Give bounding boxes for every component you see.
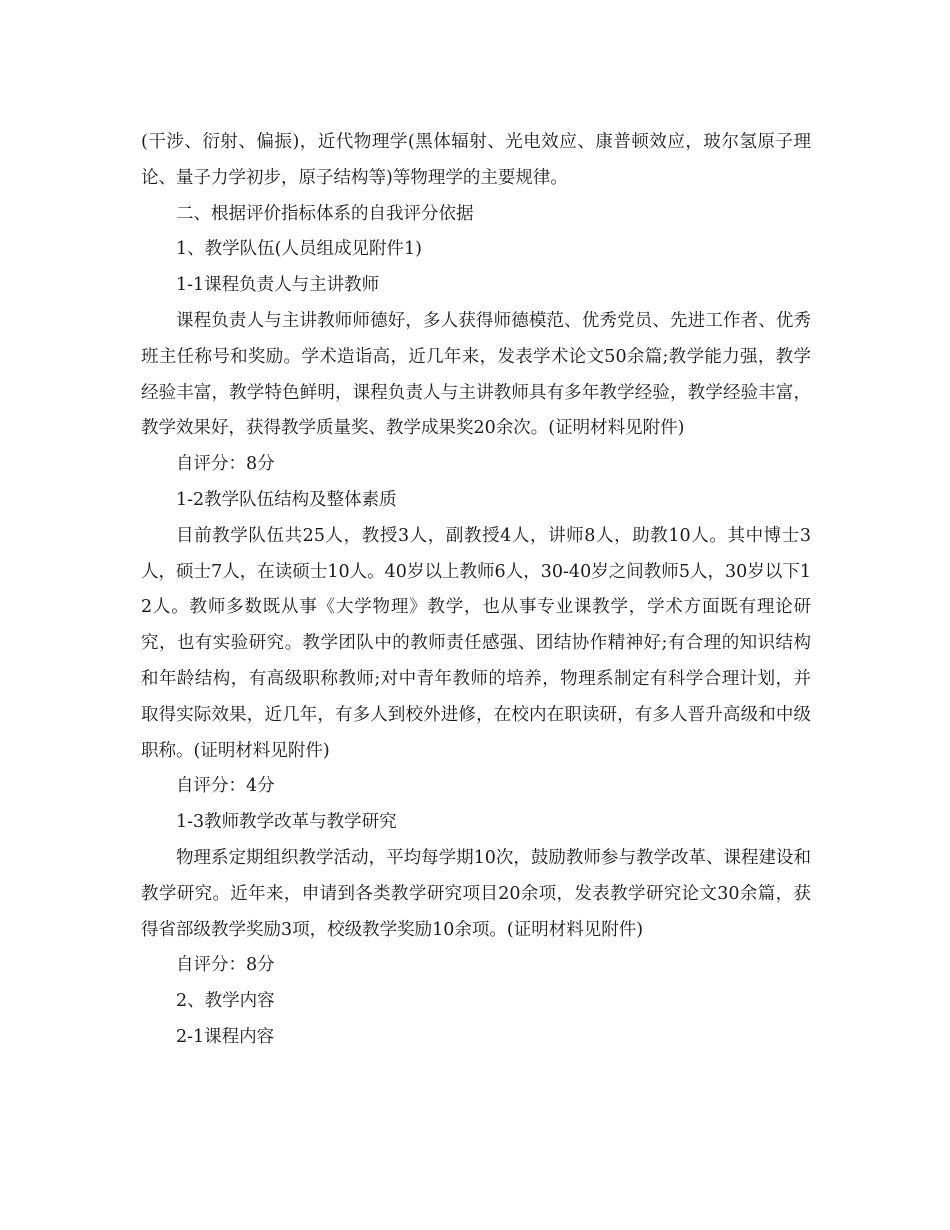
self-score-1: 自评分：8分 <box>176 454 275 475</box>
subheading-course-content: 2-1课程内容 <box>176 1026 275 1047</box>
section-heading-evaluation-basis: 二、根据评价指标体系的自我评分依据 <box>176 203 474 224</box>
paragraph-course-leader: 课程负责人与主讲教师师德好，多人获得师德模范、优秀党员、先进工作者、优秀班主任称号和奖励。学术造诣高，近几年来，发表学术论文50余篇;教学能力强，教学经验丰富，教学特色鲜明，课程负责人与主讲教师具有多年教学经验，教学经验丰富，教学效果好，获得教学质量奖、教学成果奖20余次。(证明材料见附件) <box>141 310 811 439</box>
subheading-team-structure: 1-2教学队伍结构及整体素质 <box>176 489 397 510</box>
subheading-course-leader: 1-1课程负责人与主讲教师 <box>176 275 380 296</box>
document-body <box>141 125 811 1056</box>
self-score-3: 自评分：8分 <box>176 955 275 976</box>
heading-teaching-content: 2、教学内容 <box>176 991 275 1012</box>
paragraph-team-structure: 目前教学队伍共25人，教授3人，副教授4人，讲师8人，助教10人。其中博士3人，硕士7人，在读硕士10人。40岁以上教师6人，30-40岁之间教师5人，30岁以下12人。教师多数既从事《大学物理》教学，也从事专业课教学，学术方面既有理论研究，也有实验研究。教学团队中的教师责任感强、团结协作精神好;有合理的知识结构和年龄结构，有高级职称教师;对中青年教师的培养，物理系制定有科学合理计划，并取得实际效果，近几年，有多人到校外进修，在校内在职读研，有多人晋升高级和中级职称。(证明材料见附件) <box>141 525 811 761</box>
subheading-teaching-reform: 1-3教师教学改革与教学研究 <box>176 812 397 833</box>
self-score-2: 自评分：4分 <box>176 776 275 797</box>
paragraph-teaching-reform: 物理系定期组织教学活动，平均每学期10次，鼓励教师参与教学改革、课程建设和教学研究。近年来，申请到各类教学研究项目20余项，发表教学研究论文30余篇，获得省部级教学奖励3项，校级教学奖励10余项。(证明材料见附件) <box>141 847 811 940</box>
heading-teaching-team: 1、教学队伍(人员组成见附件1) <box>176 239 422 260</box>
paragraph-continuation: (干涉、衍射、偏振)，近代物理学(黑体辐射、光电效应、康普顿效应，玻尔氢原子理论、量子力学初步，原子结构等)等物理学的主要规律。 <box>141 132 811 188</box>
